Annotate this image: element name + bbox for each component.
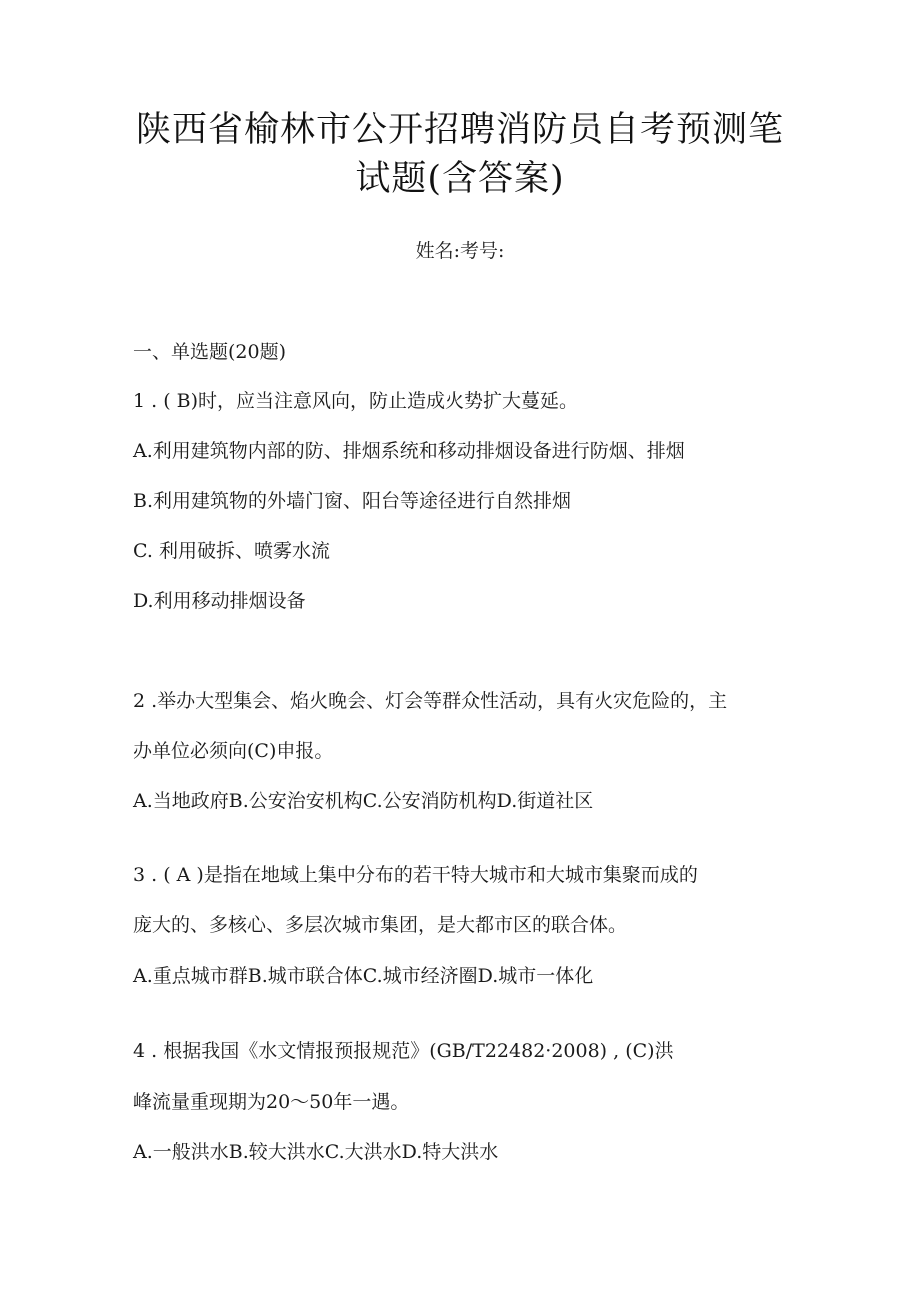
question-1-option-b: B.利用建筑物的外墙门窗、阳台等途径进行自然排烟 [133,490,572,512]
question-4-stem-line-1: 4 . 根据我国《水文情报预报规范》(GB/T22482·2008) , (C)洪 [133,1040,674,1062]
question-1-option-d: D.利用移动排烟设备 [133,590,306,612]
document-title-line-2: 试题(含答案) [355,159,565,199]
section-heading: 一、单选题(20题) [133,341,287,363]
question-3-options: A.重点城市群B.城市联合体C.城市经济圈D.城市一体化 [133,965,594,987]
question-1-stem: 1 . ( B)时，应当注意风向，防止造成火势扩大蔓延。 [133,390,579,412]
question-2-options: A.当地政府B.公安治安机构C.公安消防机构D.街道社区 [133,790,594,812]
question-2-stem-line-1: 2 .举办大型集会、焰火晚会、灯会等群众性活动，具有火灾危险的，主 [133,690,728,712]
question-2-stem-line-2: 办单位必须向(C)申报。 [133,740,334,762]
question-1-option-c: C. 利用破拆、喷雾水流 [133,540,330,562]
question-3-stem-line-1: 3 . ( A )是指在地域上集中分布的若干特大城市和大城市集聚而成的 [133,864,698,886]
question-4-stem-line-2: 峰流量重现期为20～50年一遇。 [133,1091,410,1113]
candidate-info: 姓名:考号: [415,240,505,262]
document-title-line-1: 陕西省榆林市公开招聘消防员自考预测笔 [135,110,784,150]
question-1-option-a: A.利用建筑物内部的防、排烟系统和移动排烟设备进行防烟、排烟 [133,440,685,462]
question-4-options: A.一般洪水B.较大洪水C.大洪水D.特大洪水 [133,1141,499,1163]
question-3-stem-line-2: 庞大的、多核心、多层次城市集团，是大都市区的联合体。 [133,914,628,936]
